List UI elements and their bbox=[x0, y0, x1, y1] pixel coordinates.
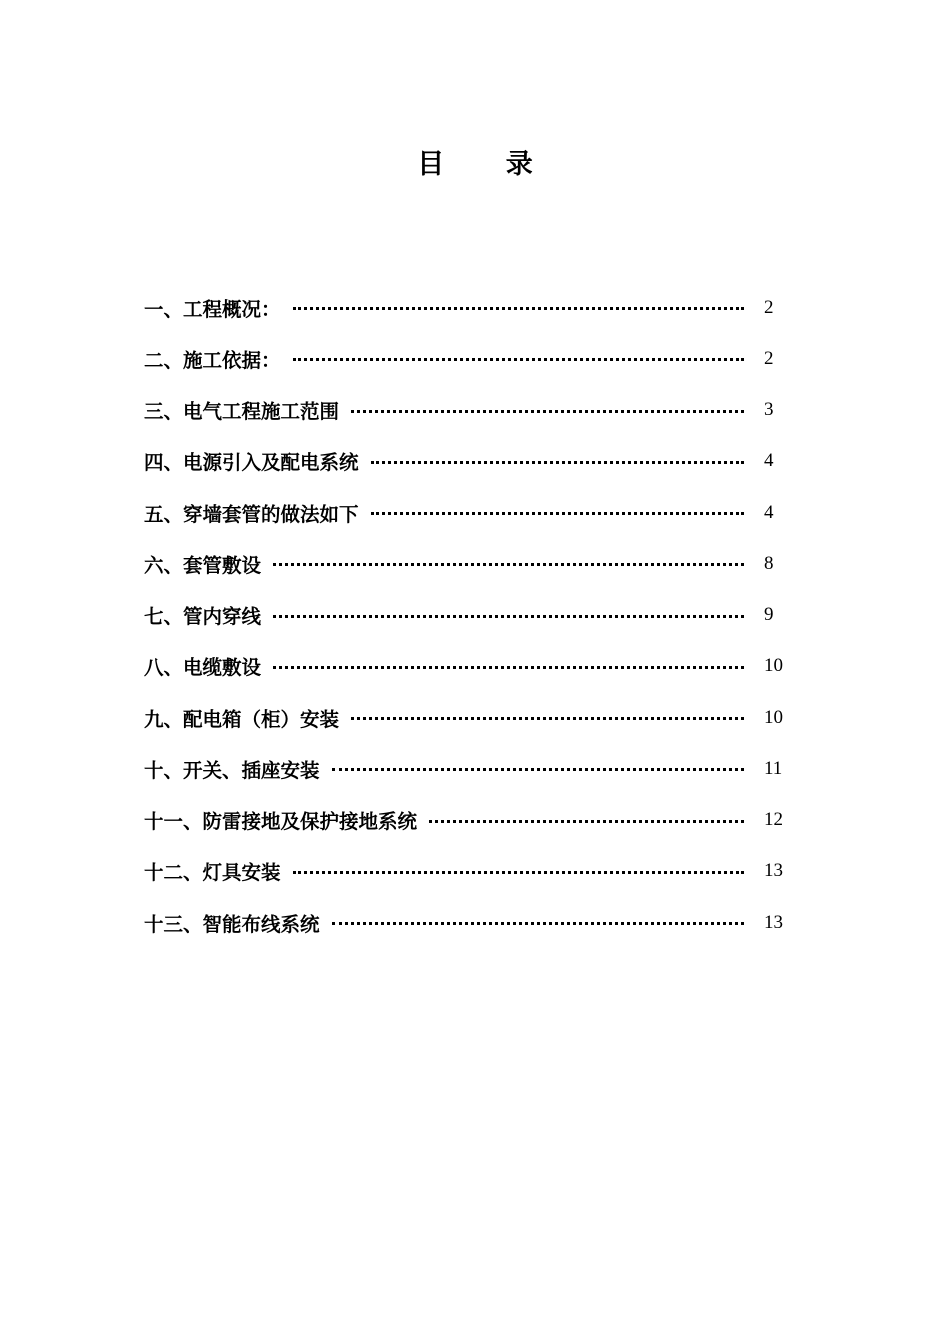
toc-entry-page: 4 bbox=[764, 501, 774, 523]
toc-list bbox=[144, 282, 794, 948]
toc-entry-page: 4 bbox=[764, 450, 774, 472]
toc-dot-leader bbox=[351, 410, 744, 413]
toc-dot-leader bbox=[293, 358, 744, 361]
toc-entry-page: 13 bbox=[764, 860, 783, 882]
toc-entry-label: 一、工程概况： bbox=[144, 297, 281, 321]
toc-entry[interactable] bbox=[144, 795, 794, 846]
toc-dot-leader bbox=[293, 307, 744, 310]
toc-entry-page: 10 bbox=[764, 706, 783, 728]
toc-dot-leader bbox=[273, 666, 744, 669]
toc-entry[interactable] bbox=[144, 743, 794, 794]
toc-dot-leader bbox=[273, 563, 744, 566]
toc-entry-page: 12 bbox=[764, 809, 783, 831]
toc-entry-label: 九、配电箱（柜）安装 bbox=[144, 707, 340, 731]
toc-entry-page: 3 bbox=[764, 399, 774, 421]
toc-entry[interactable] bbox=[144, 282, 794, 333]
toc-dot-leader bbox=[429, 820, 744, 823]
toc-entry-label: 十一、防雷接地及保护接地系统 bbox=[144, 810, 418, 834]
toc-entry-label: 八、电缆敷设 bbox=[144, 656, 262, 680]
toc-dot-leader bbox=[332, 768, 744, 771]
toc-entry-label: 十、开关、插座安装 bbox=[144, 758, 320, 782]
toc-dot-leader bbox=[293, 871, 744, 874]
toc-title: 目 录 bbox=[417, 149, 559, 180]
toc-entry-page: 2 bbox=[764, 347, 774, 369]
toc-entry-label: 四、电源引入及配电系统 bbox=[144, 451, 359, 475]
toc-entry-label: 三、电气工程施工范围 bbox=[144, 400, 340, 424]
toc-dot-leader bbox=[371, 461, 744, 464]
toc-entry[interactable] bbox=[144, 538, 794, 589]
toc-entry[interactable] bbox=[144, 487, 794, 538]
toc-entry-label: 十二、灯具安装 bbox=[144, 861, 281, 885]
toc-dot-leader bbox=[273, 615, 744, 618]
toc-entry[interactable] bbox=[144, 897, 794, 948]
toc-entry-label: 六、套管敷设 bbox=[144, 553, 262, 577]
toc-dot-leader bbox=[371, 512, 744, 515]
toc-entry-label: 二、施工依据： bbox=[144, 348, 281, 372]
toc-entry[interactable] bbox=[144, 641, 794, 692]
toc-dot-leader bbox=[351, 717, 744, 720]
toc-entry-label: 七、管内穿线 bbox=[144, 605, 262, 629]
toc-entry-page: 2 bbox=[764, 296, 774, 318]
toc-entry-label: 五、穿墙套管的做法如下 bbox=[144, 502, 359, 526]
toc-entry-label: 十三、智能布线系统 bbox=[144, 912, 320, 936]
toc-entry[interactable] bbox=[144, 846, 794, 897]
toc-entry[interactable] bbox=[144, 436, 794, 487]
toc-dot-leader bbox=[332, 922, 744, 925]
toc-entry-page: 11 bbox=[764, 757, 783, 779]
toc-entry-page: 8 bbox=[764, 552, 774, 574]
toc-entry-page: 10 bbox=[764, 655, 783, 677]
toc-entry[interactable] bbox=[144, 692, 794, 743]
toc-entry[interactable] bbox=[144, 385, 794, 436]
toc-entry[interactable] bbox=[144, 590, 794, 641]
toc-entry[interactable] bbox=[144, 333, 794, 384]
toc-entry-page: 9 bbox=[764, 604, 774, 626]
toc-entry-page: 13 bbox=[764, 911, 783, 933]
